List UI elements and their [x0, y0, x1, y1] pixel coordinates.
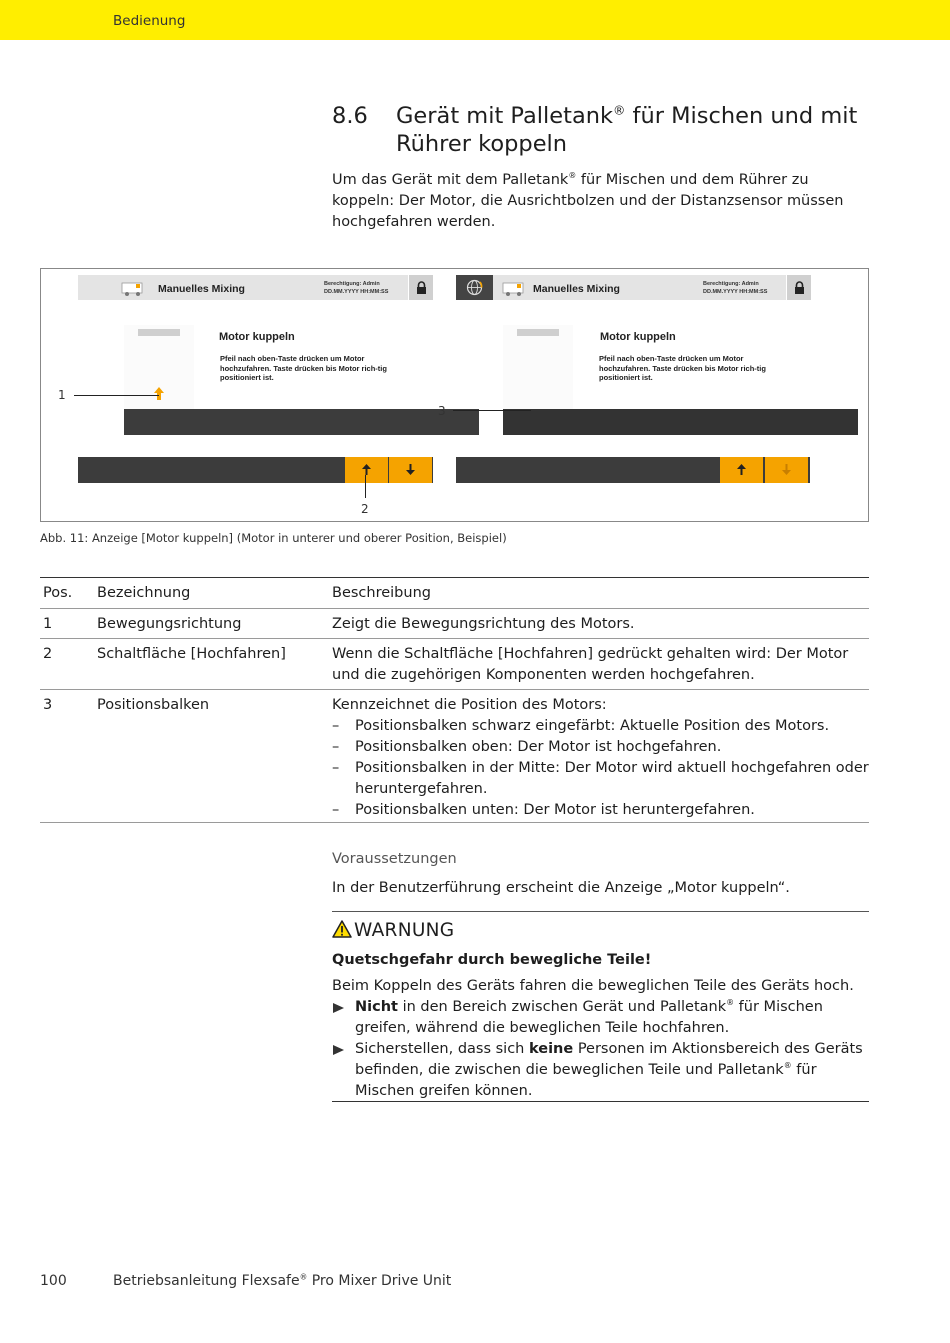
list-item: – Positionsbalken schwarz eingefärbt: Aktuelle Position des Motors. [332, 716, 869, 737]
screen-title: Manuelles Mixing [533, 283, 620, 295]
motor-description: Pfeil nach oben-Taste drücken um Motor hochzufahren. Taste drücken bis Motor rich-tig positioniert ist. [599, 354, 766, 382]
doc-title-part1: Betriebsanleitung Flexsafe [113, 1273, 300, 1289]
emphasis: Nicht [355, 999, 398, 1015]
truck-icon [120, 280, 150, 297]
registered-mark: ® [726, 998, 735, 1008]
callout-line-1 [74, 395, 159, 396]
intro-part1: Um das Gerät mit dem Palletank [332, 172, 569, 188]
screen-title: Manuelles Mixing [158, 283, 245, 295]
position-bar-top [138, 329, 180, 336]
item-text: Personen im Aktionsbereich des Geräts befinden, die zwischen die beweglichen Teile und Palletank [355, 1041, 863, 1078]
movement-direction-arrow-icon [154, 387, 164, 400]
document-title [113, 1273, 451, 1289]
list-item: – Positionsbalken unten: Der Motor ist heruntergefahren. [332, 800, 869, 821]
item-text: für Mischen greifen können. [355, 1062, 817, 1099]
row-desc [332, 695, 869, 821]
prerequisites-label: Voraussetzungen [332, 851, 457, 867]
heading-title-part2: für Mischen und mit Rührer koppeln [396, 103, 858, 157]
arrow-up-icon [362, 464, 371, 475]
row-name: Schaltfläche [Hochfahren] [97, 646, 286, 662]
motor-title: Motor kuppeln [219, 331, 295, 343]
globe-icon [466, 279, 483, 296]
arrow-down-icon [782, 464, 791, 475]
page-number: 100 [40, 1273, 67, 1289]
registered-mark: ® [613, 103, 626, 118]
move-up-button[interactable] [720, 457, 763, 483]
permission-info [703, 280, 767, 296]
date-time: DD.MM.YYYY HH:MM:SS [324, 289, 389, 295]
button-bar [456, 457, 810, 483]
heading-number: 8.6 [332, 103, 368, 129]
arrow-down-icon [406, 464, 415, 475]
intro-part2: für Mischen und dem Rührer zu koppeln: Der Motor, die Ausrichtbolzen und der Distanzsensor müssen hochgefahren werden. [332, 172, 844, 230]
intro-paragraph [332, 170, 872, 233]
registered-mark: ® [299, 1272, 308, 1282]
screen-header [493, 275, 811, 300]
position-bar-list [332, 716, 869, 821]
callout-line-3 [453, 410, 531, 411]
lock-icon [794, 281, 805, 294]
row-name: Positionsbalken [97, 697, 210, 713]
heading-title [396, 102, 872, 158]
warning-title-text: WARNUNG [354, 920, 455, 941]
column-header-pos: Pos. [43, 585, 73, 601]
permission-user: Berechtigung: Admin [324, 281, 380, 287]
table-row [40, 689, 869, 823]
position-indicator [503, 325, 573, 429]
item-text: für Mischen greifen, während die beweglichen Teile hochfahren. [355, 999, 823, 1036]
motor-title: Motor kuppeln [600, 331, 676, 343]
warning-instructions [332, 997, 869, 1102]
column-header-desc: Beschreibung [332, 585, 431, 601]
lock-button[interactable] [786, 275, 811, 300]
row-pos: 2 [43, 646, 53, 662]
screen-panel-upper-position [456, 269, 816, 523]
table-row [40, 608, 869, 638]
warning-triangle-icon [332, 920, 352, 938]
triangle-bullet-icon [333, 1045, 344, 1055]
callout-2: 2 [361, 502, 369, 516]
warning-subtitle: Quetschgefahr durch bewegliche Teile! [332, 952, 652, 968]
header-bar [0, 0, 950, 40]
row-name: Bewegungsrichtung [97, 616, 242, 632]
row-desc: Wenn die Schaltfläche [Hochfahren] gedrückt gehalten wird: Der Motor und die zugehörigen Komponenten werden hochgefahren. [332, 646, 849, 683]
callout-line-2 [365, 475, 366, 498]
list-item [332, 1039, 869, 1102]
column-header-name: Bezeichnung [97, 585, 191, 601]
row-pos: 3 [43, 697, 53, 713]
page-heading [332, 102, 872, 158]
emphasis: keine [529, 1041, 574, 1057]
row-desc: Zeigt die Bewegungsrichtung des Motors. [332, 616, 635, 632]
callout-1: 1 [58, 388, 66, 402]
permission-info [324, 280, 388, 296]
permission-user: Berechtigung: Admin [703, 281, 759, 287]
item-text: in den Bereich zwischen Gerät und Palletank [397, 999, 727, 1015]
warning-box [332, 911, 869, 1102]
arrow-up-icon [737, 464, 746, 475]
position-bar-bottom [124, 409, 479, 435]
globe-tile[interactable] [456, 275, 493, 300]
position-bar-top [517, 329, 559, 336]
registered-mark: ® [568, 171, 577, 181]
item-text: Sicherstellen, dass sich [355, 1041, 529, 1057]
list-item: – Positionsbalken in der Mitte: Der Motor wird aktuell hochgefahren oder heruntergefahren. [332, 758, 869, 800]
heading-title-part1: Gerät mit Palletank [396, 103, 614, 129]
table-header-row [40, 577, 869, 608]
row-desc-intro: Kennzeichnet die Position des Motors: [332, 697, 607, 713]
move-down-button-disabled[interactable] [765, 457, 808, 483]
lock-button[interactable] [408, 275, 433, 300]
button-bar [78, 457, 433, 483]
callout-3: 3 [438, 404, 446, 418]
prerequisites-text: In der Benutzerführung erscheint die Anzeige „Motor kuppeln“. [332, 880, 790, 896]
figure-caption: Abb. 11: Anzeige [Motor kuppeln] (Motor in unterer und oberer Position, Beispiel) [40, 531, 507, 545]
screen-header [78, 275, 433, 300]
legend-table [40, 577, 869, 823]
list-item [332, 997, 869, 1039]
doc-title-part2: Pro Mixer Drive Unit [307, 1273, 452, 1289]
warning-body-text: Beim Koppeln des Geräts fahren die beweglichen Teile des Geräts hoch. [332, 978, 854, 994]
truck-icon [501, 280, 531, 297]
lock-icon [416, 281, 427, 294]
warning-title [332, 920, 454, 941]
row-pos: 1 [43, 616, 53, 632]
move-down-button[interactable] [389, 457, 432, 483]
table-row [40, 638, 869, 689]
screen-panel-lower-position [78, 269, 438, 523]
list-item: – Positionsbalken oben: Der Motor ist hochgefahren. [332, 737, 869, 758]
registered-mark: ® [783, 1061, 792, 1071]
section-title: Bedienung [113, 13, 186, 29]
position-indicator [124, 325, 194, 429]
triangle-bullet-icon [333, 1003, 344, 1013]
figure-motor-kuppeln [40, 268, 869, 522]
warning-body [332, 976, 869, 1102]
position-bar-bottom-active [503, 409, 858, 435]
move-up-button[interactable] [345, 457, 388, 483]
date-time: DD.MM.YYYY HH:MM:SS [703, 289, 768, 295]
motor-description: Pfeil nach oben-Taste drücken um Motor hochzufahren. Taste drücken bis Motor rich-tig positioniert ist. [220, 354, 387, 382]
